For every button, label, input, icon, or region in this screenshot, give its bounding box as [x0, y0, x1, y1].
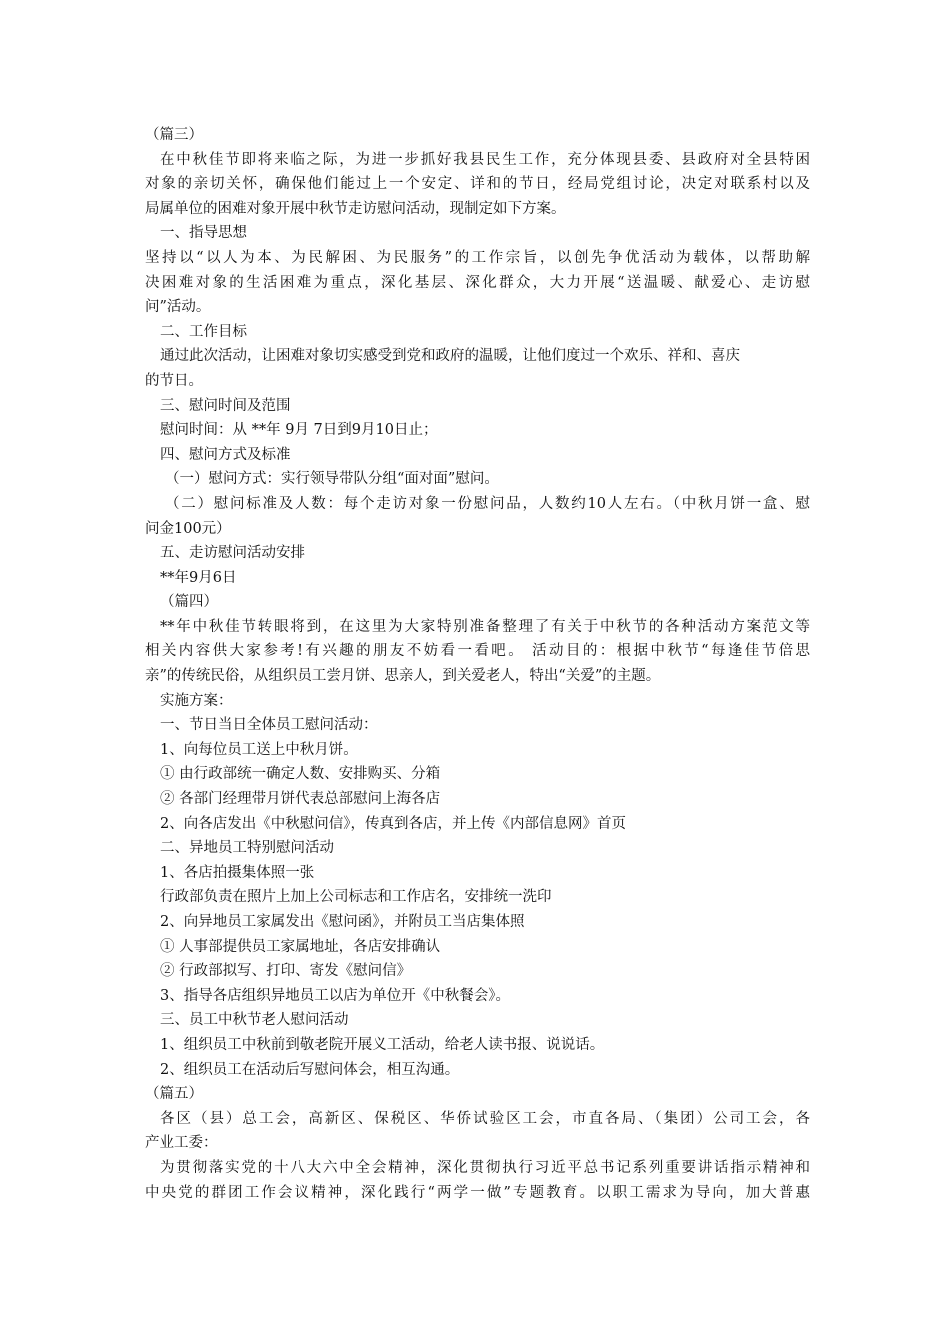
text-line: ② 行政部拟写、打印、寄发《慰问信》	[160, 963, 412, 980]
text-line: 2、组织员工在活动后写慰问体会，相互沟通。	[160, 1061, 460, 1078]
text-line: 产业工委：	[145, 1135, 218, 1152]
text-line: 中央党的群团工作会议精神，深化践行“两学一做”专题教育。以职工需求为导向，加大普惠	[145, 1184, 810, 1201]
text-line: ② 各部门经理带月饼代表总部慰问上海各店	[160, 791, 441, 808]
text-line: 问”活动。	[145, 299, 211, 316]
text-line: 为贯彻落实党的十八大六中全会精神，深化贯彻执行习近平总书记系列重要讲话指示精神和	[160, 1159, 810, 1176]
text-line: 相关内容供大家参考!有兴趣的朋友不妨看一看吧。 活动目的：根据中秋节“每逢佳节倍思	[145, 643, 810, 660]
text-line: 在中秋佳节即将来临之际，为进一步抓好我县民生工作，充分体现县委、县政府对全县特困	[160, 151, 810, 168]
text-line: 二、异地员工特别慰问活动	[160, 840, 334, 857]
text-line: 1、各店拍摄集体照一张	[160, 864, 315, 881]
text-line: 的节日。	[145, 372, 203, 389]
text-line: 局属单位的困难对象开展中秋节走访慰问活动，现制定如下方案。	[145, 200, 566, 217]
text-line: 三、员工中秋节老人慰问活动	[160, 1012, 349, 1029]
text-line: 对象的亲切关怀，确保他们能过上一个安定、详和的节日，经局党组讨论，决定对联系村以及	[145, 176, 810, 193]
text-line: ① 由行政部统一确定人数、安排购买、分箱	[160, 766, 441, 783]
text-line: 二、工作目标	[160, 323, 247, 340]
text-line: （篇五）	[145, 1086, 203, 1103]
text-line: ① 人事部提供员工家属地址，各店安排确认	[160, 938, 441, 955]
text-line: **年中秋佳节转眼将到，在这里为大家特别准备整理了有关于中秋节的各种活动方案范文等	[160, 618, 810, 635]
text-line: 行政部负责在照片上加上公司标志和工作店名，安排统一洗印	[160, 889, 552, 906]
text-line: 五、走访慰问活动安排	[160, 545, 305, 562]
text-line: 2、向各店发出《中秋慰问信》，传真到各店，并上传《内部信息网》首页	[160, 815, 626, 832]
text-line: （一）慰问方式：实行领导带队分组“面对面”慰问。	[165, 471, 499, 488]
text-line: 慰问时间：从 **年 9月 7日到9月10日止；	[160, 422, 438, 439]
text-line: 各区（县）总工会，高新区、保税区、华侨试验区工会，市直各局、（集团）公司工会，各	[160, 1110, 810, 1127]
text-line: 亲”的传统民俗，从组织员工尝月饼、思亲人，到关爱老人，特出“关爱”的主题。	[145, 668, 661, 685]
text-line: 决困难对象的生活困难为重点，深化基层、深化群众，大力开展“送温暖、献爱心、走访慰	[145, 274, 810, 291]
text-line: （二）慰问标准及人数：每个走访对象一份慰问品，人数约10人左右。（中秋月饼一盒、慰	[165, 495, 810, 512]
text-line: （篇四）	[160, 594, 218, 611]
text-line: 3、指导各店组织异地员工以店为单位开《中秋餐会》。	[160, 987, 510, 1004]
text-line: 四、慰问方式及标准	[160, 446, 291, 463]
text-line: 2、向异地员工家属发出《慰问函》，并附员工当店集体照	[160, 914, 525, 930]
text-line: 实施方案：	[160, 692, 233, 709]
text-line: 问金100元）	[145, 520, 231, 537]
text-line: 坚持以“以人为本、为民解困、为民服务”的工作宗旨，以创先争优活动为载体，以帮助解	[145, 249, 810, 266]
text-line: 一、指导思想	[160, 225, 247, 242]
document-body	[145, 123, 810, 1205]
text-line: 1、组织员工中秋前到敬老院开展义工活动，给老人读书报、说说话。	[160, 1036, 605, 1053]
text-line: **年9月6日	[160, 569, 237, 586]
text-line: （篇三）	[145, 127, 203, 143]
text-line: 通过此次活动，让困难对象切实感受到党和政府的温暖，让他们度过一个欢乐、祥和、喜庆	[160, 348, 740, 365]
text-line: 一、节日当日全体员工慰问活动：	[160, 717, 378, 734]
text-line: 三、慰问时间及范围	[160, 397, 291, 414]
text-line: 1、向每位员工送上中秋月饼。	[160, 741, 358, 758]
